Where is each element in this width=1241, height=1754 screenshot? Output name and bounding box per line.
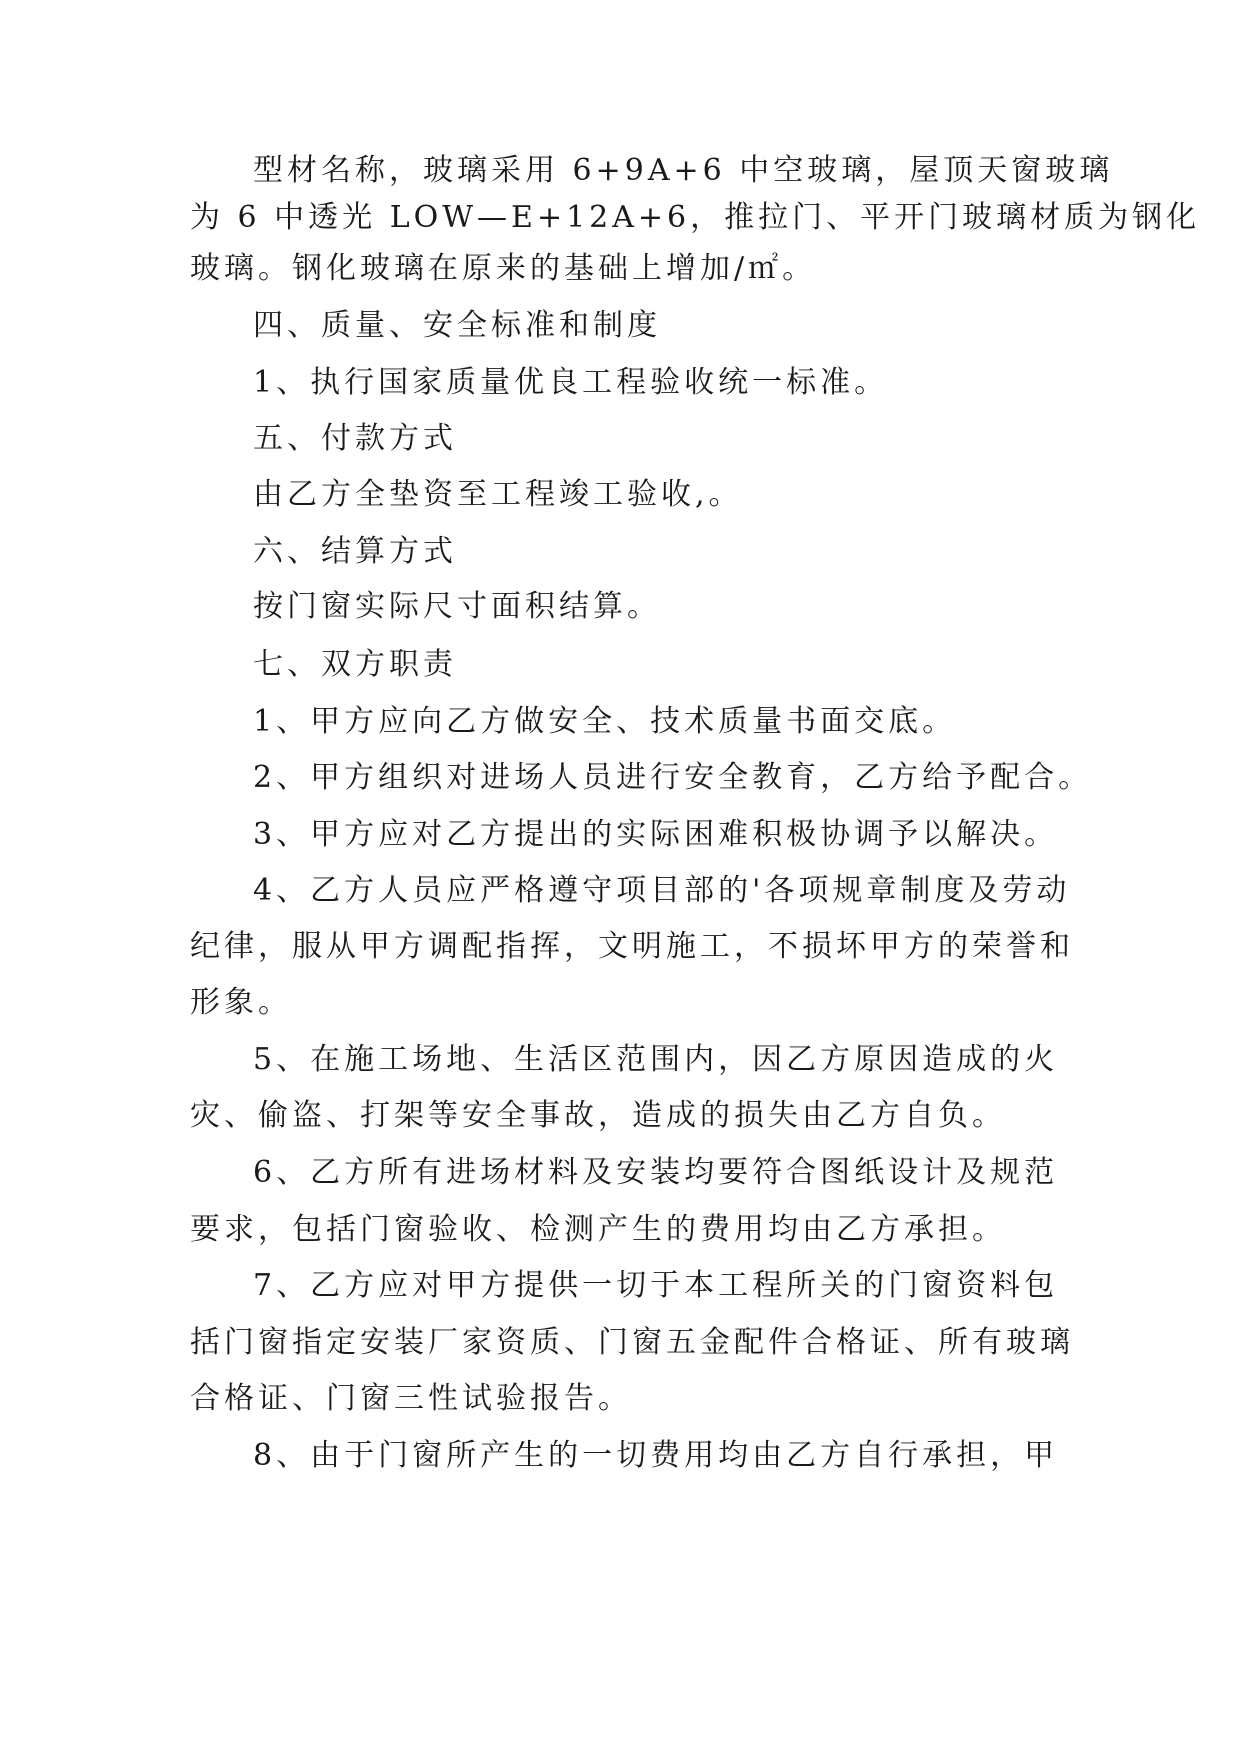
text-line: 1、甲方应向乙方做安全、技术质量书面交底。 [253, 704, 957, 739]
section-heading: 七、双方职责 [253, 647, 457, 682]
text-line: 1、执行国家质量优良工程验收统一标准。 [253, 365, 889, 400]
text-line: 纪律，服从甲方调配指挥，文明施工，不损坏甲方的荣誉和 [190, 929, 1074, 964]
text-line: 灾、偷盗、打架等安全事故，造成的损失由乙方自负。 [190, 1098, 1006, 1133]
text-line: 型材名称，玻璃采用 6+9A+6 中空玻璃，屋顶天窗玻璃 [253, 153, 1114, 188]
text-line: 2、甲方组织对进场人员进行安全教育，乙方给予配合。 [253, 760, 1093, 795]
text-line: 6、乙方所有进场材料及安装均要符合图纸设计及规范 [253, 1155, 1059, 1190]
section-heading: 四、质量、安全标准和制度 [253, 308, 661, 343]
text-line: 8、由于门窗所产生的一切费用均由乙方自行承担，甲 [253, 1438, 1059, 1473]
text-line: 形象。 [190, 985, 292, 1020]
text-line: 7、乙方应对甲方提供一切于本工程所关的门窗资料包 [253, 1268, 1059, 1303]
text-line: 由乙方全垫资至工程竣工验收,。 [253, 477, 743, 512]
text-line: 5、在施工场地、生活区范围内，因乙方原因造成的火 [253, 1042, 1059, 1077]
text-line: 合格证、门窗三性试验报告。 [190, 1381, 632, 1416]
section-heading: 五、付款方式 [253, 421, 457, 456]
text-line: 按门窗实际尺寸面积结算。 [253, 589, 661, 624]
text-line: 为 6 中透光 LOW—E+12A+6，推拉门、平开门玻璃材质为钢化 [190, 200, 1201, 235]
text-line: 4、乙方人员应严格遵守项目部的'各项规章制度及劳动 [253, 873, 1071, 908]
text-line: 玻璃。钢化玻璃在原来的基础上增加/㎡。 [190, 251, 817, 286]
text-line: 3、甲方应对乙方提出的实际困难积极协调予以解决。 [253, 817, 1059, 852]
text-line: 括门窗指定安装厂家资质、门窗五金配件合格证、所有玻璃 [190, 1325, 1074, 1360]
text-line: 要求，包括门窗验收、检测产生的费用均由乙方承担。 [190, 1212, 1006, 1247]
section-heading: 六、结算方式 [253, 534, 457, 569]
